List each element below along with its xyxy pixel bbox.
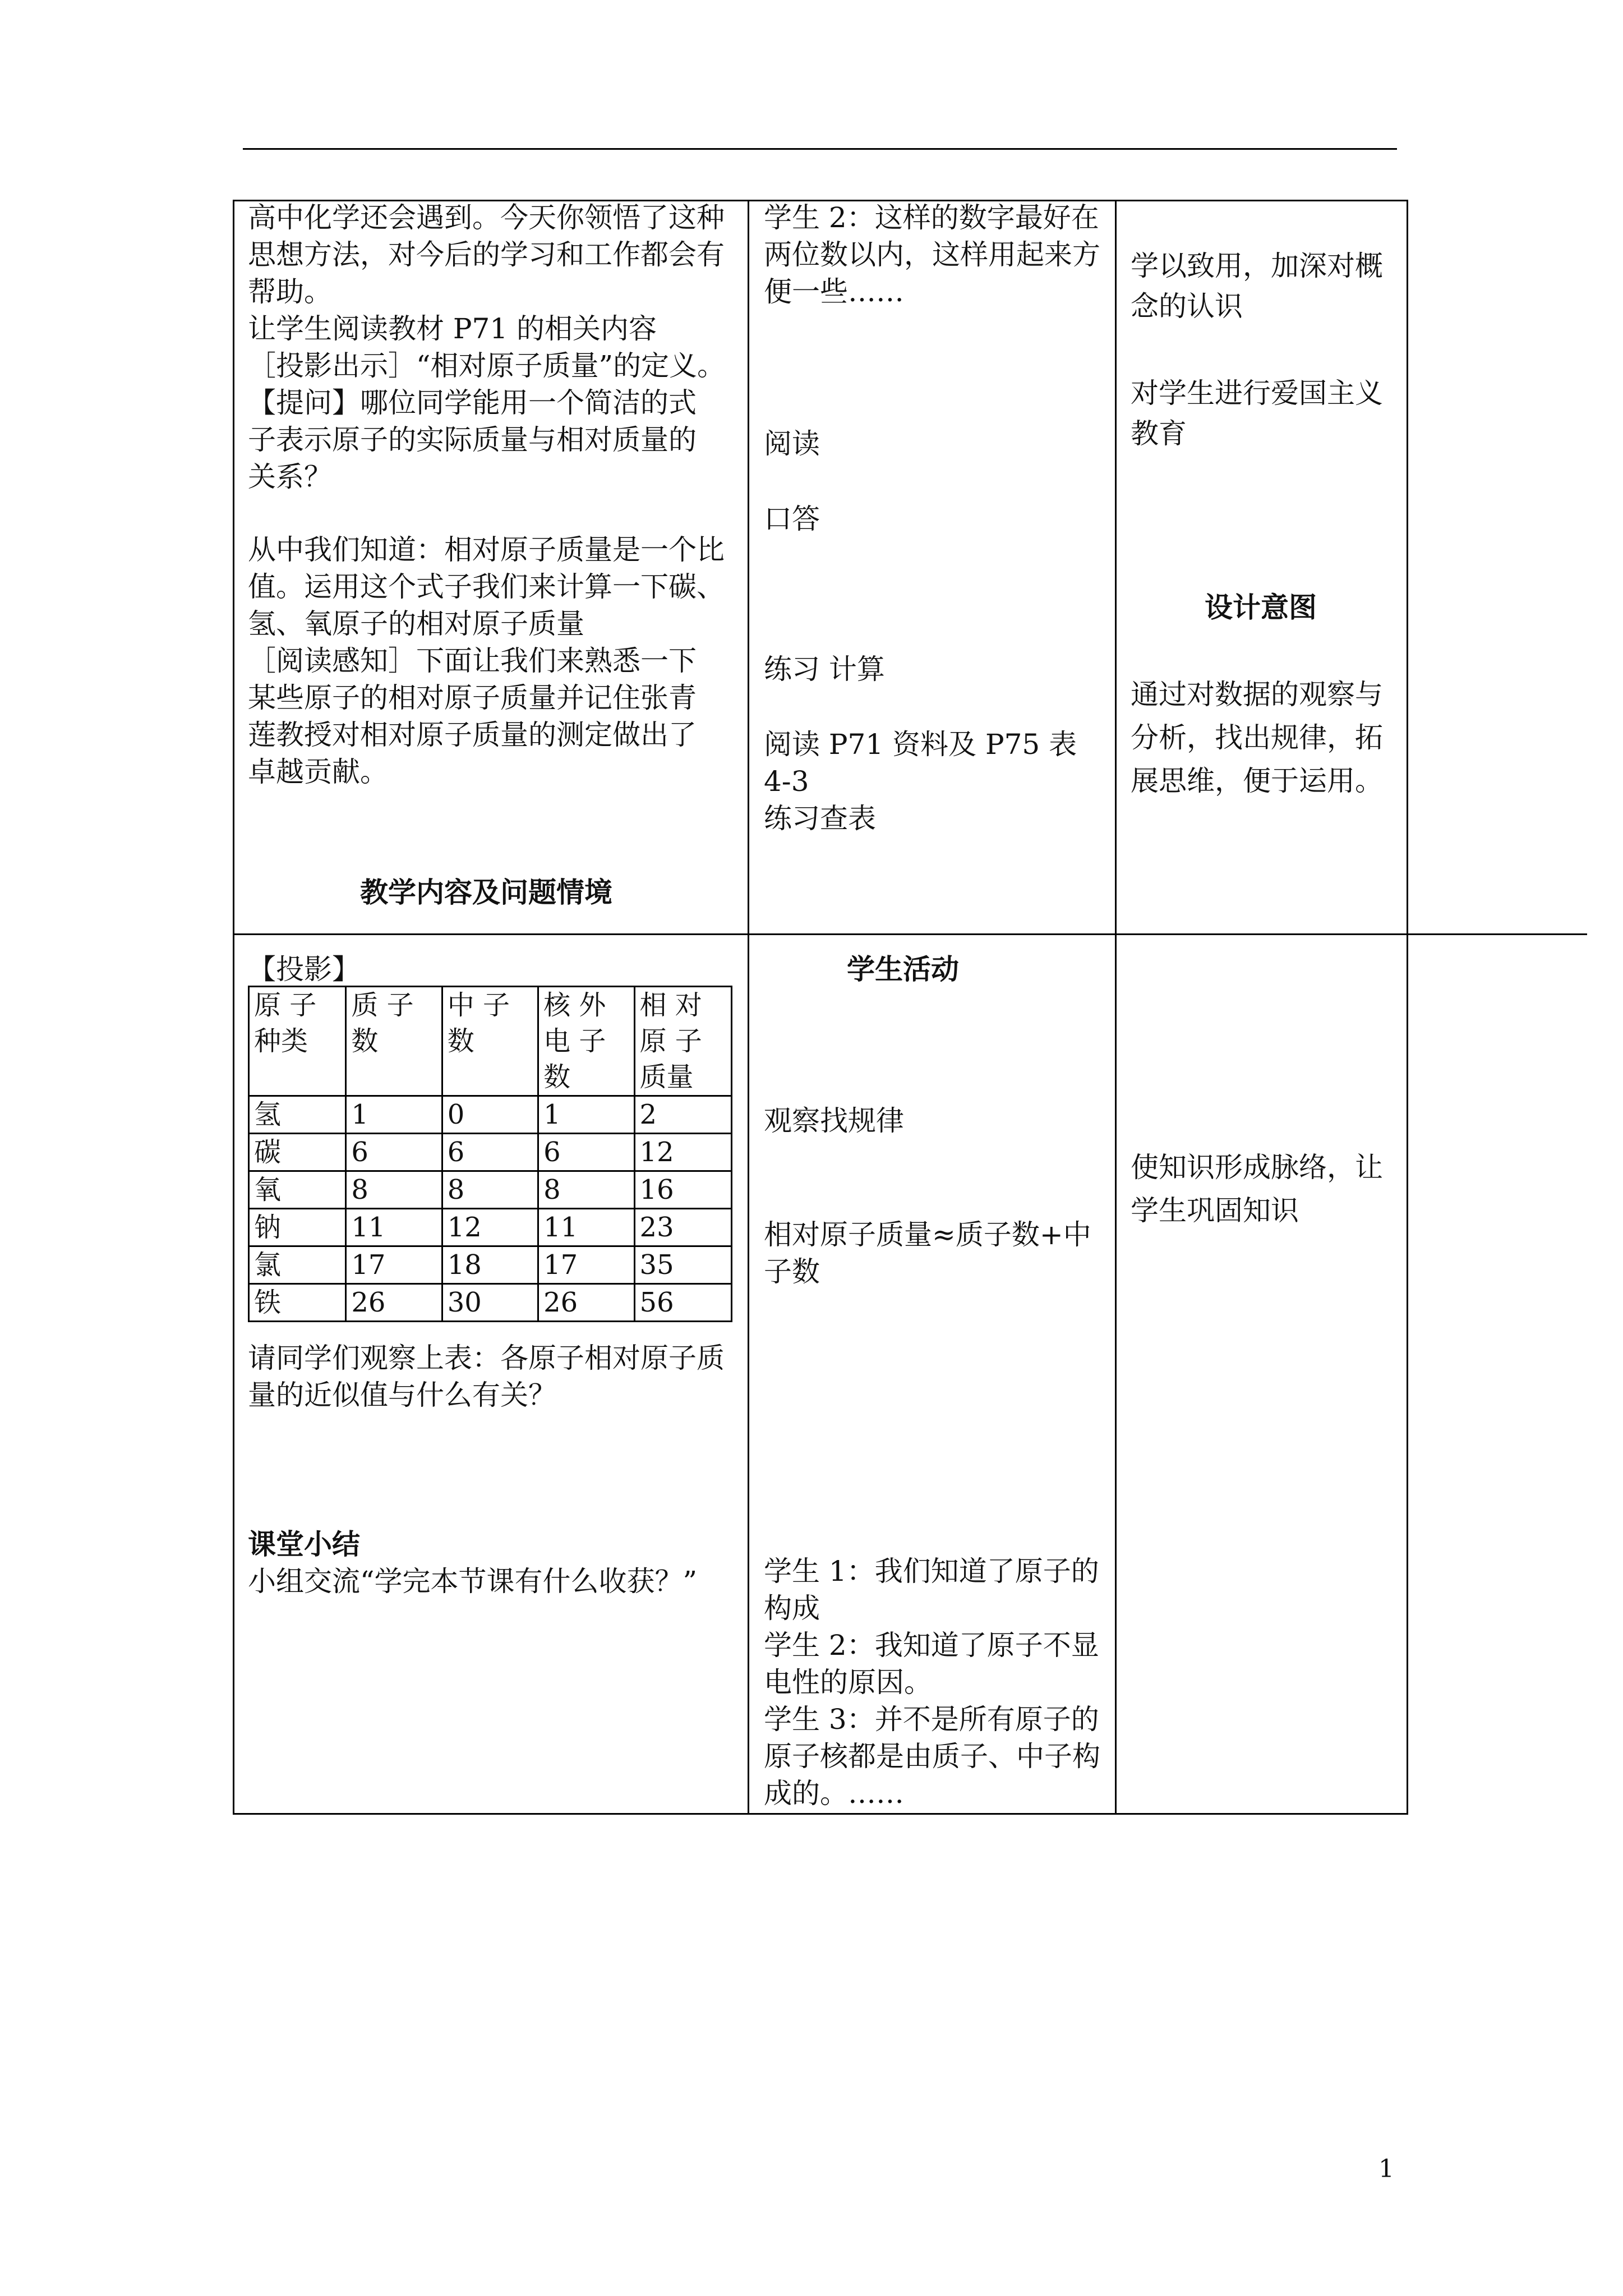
table-cell: 8 <box>346 1171 442 1209</box>
text-line: 阅读 <box>764 427 820 460</box>
table-cell: 1 <box>538 1096 634 1134</box>
text-line: 请同学们观察上表：各原子相对原子质 <box>248 1342 725 1374</box>
table-cell: 6 <box>538 1134 634 1171</box>
header-atom-type: 原 子 种类 <box>249 987 346 1096</box>
table-cell: 6 <box>442 1134 538 1171</box>
table-cell: 35 <box>634 1246 731 1284</box>
teaching-content-heading: 教学内容及问题情境 <box>360 876 612 909</box>
table-cell: 11 <box>538 1209 634 1246</box>
text-line: 思想方法，对今后的学习和工作都会有 <box>248 238 725 271</box>
table-cell: 12 <box>442 1209 538 1246</box>
text-line: 教育 <box>1131 417 1187 450</box>
text-line: 子数 <box>764 1255 820 1288</box>
header-protons: 质 子 数 <box>346 987 442 1096</box>
text-line: 口答 <box>764 503 820 535</box>
table-cell: 钠 <box>249 1209 346 1246</box>
atom-table <box>248 986 732 1322</box>
text-line: 便一些…… <box>764 275 904 308</box>
table-divider-2 <box>1115 200 1117 1815</box>
table-cell: 18 <box>442 1246 538 1284</box>
text-line: 构成 <box>764 1592 820 1625</box>
table-border-right <box>1407 200 1408 1815</box>
header-electrons: 核 外 电 子 数 <box>538 987 634 1096</box>
text-line: 电性的原因。 <box>764 1666 932 1699</box>
text-line: 高中化学还会遇到。今天你领悟了这种 <box>248 201 725 234</box>
table-row <box>249 1284 732 1322</box>
projection-label: 【投影】 <box>248 953 360 986</box>
text-line: 使知识形成脉络，让 <box>1131 1151 1383 1184</box>
text-line: ［投影出示］“相对原子质量”的定义。 <box>248 349 726 382</box>
table-row <box>249 1096 732 1134</box>
text-line: 关系？ <box>248 461 332 493</box>
text-line: 帮助。 <box>248 275 332 308</box>
text-line: 展思维，便于运用。 <box>1131 765 1383 797</box>
table-row <box>249 1134 732 1171</box>
summary-heading: 课堂小结 <box>248 1527 360 1561</box>
table-cell: 26 <box>538 1284 634 1322</box>
text-line: 学生巩固知识 <box>1131 1194 1299 1227</box>
text-line: 莲教授对相对原子质量的测定做出了 <box>248 719 697 751</box>
text-line: 分析，找出规律，拓 <box>1131 721 1383 754</box>
table-row <box>249 1171 732 1209</box>
table-cell: 8 <box>538 1171 634 1209</box>
text-line: 阅读 P71 资料及 P75 表 <box>764 728 1077 761</box>
student-activity-heading: 学生活动 <box>847 953 959 986</box>
table-cell: 氧 <box>249 1171 346 1209</box>
table-cell: 氯 <box>249 1246 346 1284</box>
text-line: 通过对数据的观察与 <box>1131 678 1383 711</box>
text-line: 值。运用这个式子我们来计算一下碳、 <box>248 570 725 603</box>
text-line: 量的近似值与什么有关？ <box>248 1379 556 1411</box>
table-header-row <box>249 987 732 1096</box>
table-border-middle <box>233 933 1587 935</box>
table-cell: 氢 <box>249 1096 346 1134</box>
text-line: 对学生进行爱国主义 <box>1131 377 1383 409</box>
design-intent-heading: 设计意图 <box>1205 591 1317 624</box>
table-border-bottom <box>233 1813 1408 1815</box>
page-number: 1 <box>1378 2155 1394 2183</box>
text-line: 成的。…… <box>764 1777 904 1810</box>
text-line: 某些原子的相对原子质量并记住张青 <box>248 682 697 714</box>
table-cell: 30 <box>442 1284 538 1322</box>
text-line: 学生 2：这样的数字最好在 <box>764 201 1099 234</box>
text-line: 练习查表 <box>764 802 876 835</box>
text-line: 氢、氧原子的相对原子质量 <box>248 608 584 640</box>
table-row <box>249 1209 732 1246</box>
text-line: 从中我们知道：相对原子质量是一个比 <box>248 533 725 566</box>
table-cell: 1 <box>346 1096 442 1134</box>
text-line: 念的认识 <box>1131 290 1243 323</box>
table-cell: 26 <box>346 1284 442 1322</box>
header-relative-mass: 相 对 原 子 质量 <box>634 987 731 1096</box>
text-line: 相对原子质量≈质子数+中 <box>764 1218 1091 1251</box>
header-neutrons: 中 子 数 <box>442 987 538 1096</box>
table-cell: 12 <box>634 1134 731 1171</box>
text-line: ［阅读感知］下面让我们来熟悉一下 <box>248 645 697 677</box>
table-cell: 17 <box>538 1246 634 1284</box>
text-line: 学以致用，加深对概 <box>1131 250 1383 282</box>
text-line: 4-3 <box>764 765 809 798</box>
text-line: 学生 2：我知道了原子不显 <box>764 1629 1099 1662</box>
table-cell: 23 <box>634 1209 731 1246</box>
text-line: 【提问】哪位同学能用一个简洁的式 <box>248 386 697 419</box>
text-line: 两位数以内，这样用起来方 <box>764 238 1100 271</box>
table-cell: 6 <box>346 1134 442 1171</box>
table-cell: 2 <box>634 1096 731 1134</box>
table-cell: 碳 <box>249 1134 346 1171</box>
header-rule <box>243 148 1397 150</box>
text-line: 学生 1：我们知道了原子的 <box>764 1555 1099 1588</box>
table-cell: 8 <box>442 1171 538 1209</box>
text-line: 让学生阅读教材 P71 的相关内容 <box>248 312 657 345</box>
table-cell: 56 <box>634 1284 731 1322</box>
table-row <box>249 1246 732 1284</box>
text-line: 卓越贡献。 <box>248 756 388 788</box>
text-line: 子表示原子的实际质量与相对质量的 <box>248 424 697 456</box>
table-cell: 11 <box>346 1209 442 1246</box>
text-line: 小组交流“学完本节课有什么收获？” <box>248 1565 698 1598</box>
table-cell: 0 <box>442 1096 538 1134</box>
table-cell: 17 <box>346 1246 442 1284</box>
table-divider-1 <box>748 200 749 1815</box>
table-border-left <box>233 200 234 1815</box>
text-line: 练习 计算 <box>764 653 885 685</box>
text-line: 观察找规律 <box>764 1105 904 1137</box>
text-line: 原子核都是由质子、中子构 <box>764 1740 1100 1773</box>
table-cell: 铁 <box>249 1284 346 1322</box>
table-cell: 16 <box>634 1171 731 1209</box>
text-line: 学生 3：并不是所有原子的 <box>764 1703 1099 1736</box>
